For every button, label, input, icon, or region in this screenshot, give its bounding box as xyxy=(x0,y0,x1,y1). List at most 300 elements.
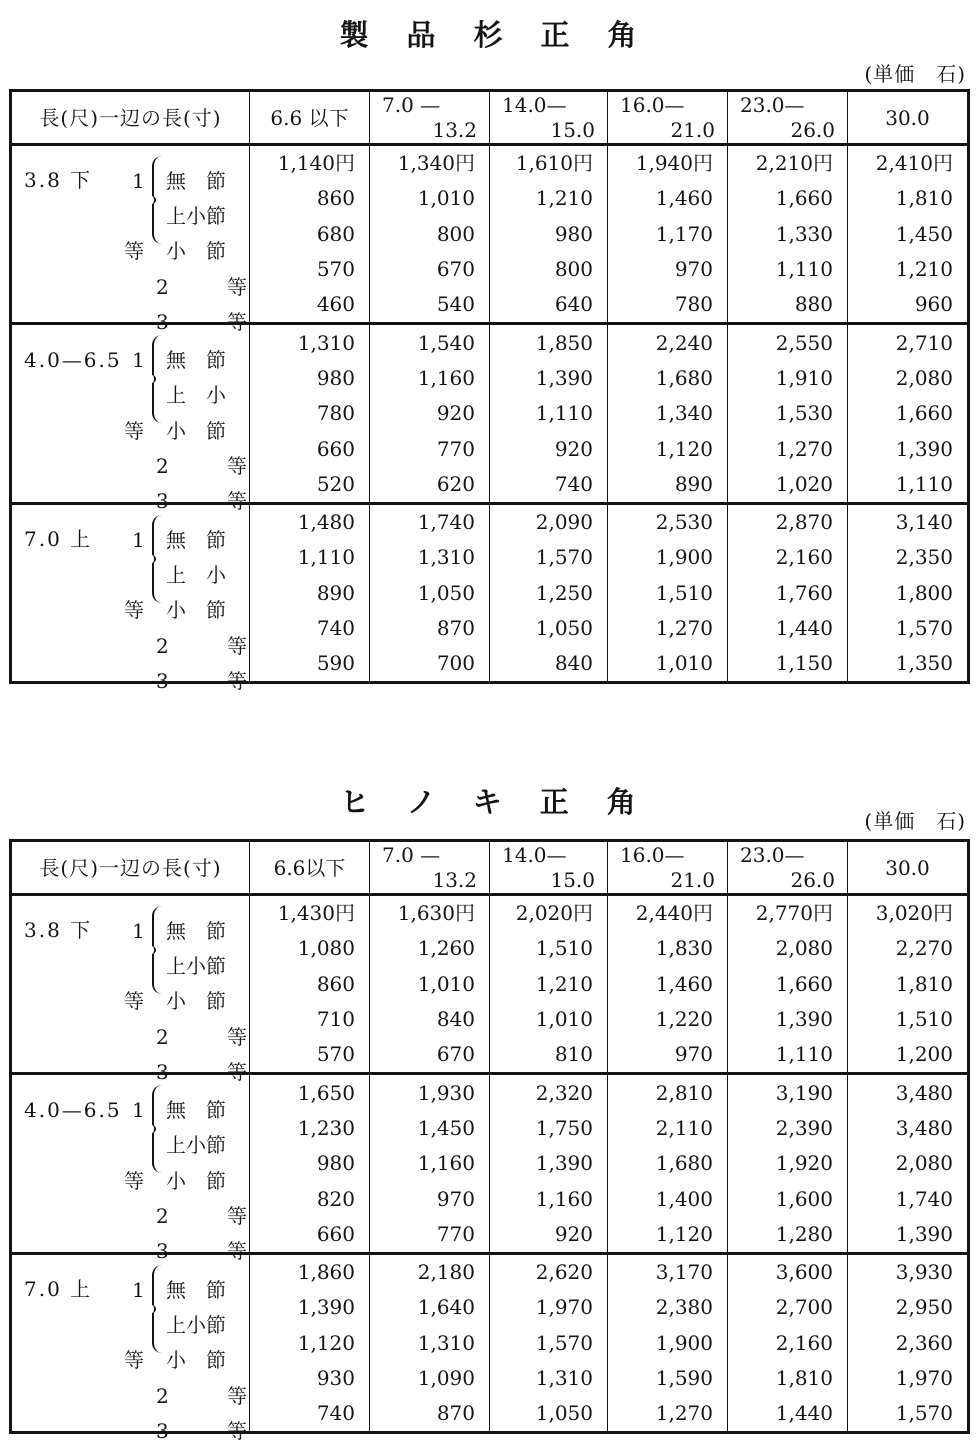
unit-label: (単価 石) xyxy=(864,62,966,86)
grade-number: 1 xyxy=(132,1098,145,1123)
price-cell: 2,620 xyxy=(490,1253,608,1290)
price-cell: 1,340円 xyxy=(370,145,490,182)
grade-suffix: 等 xyxy=(227,668,247,693)
price-cell: 1,640 xyxy=(370,1290,490,1325)
price-cell: 1,050 xyxy=(370,576,490,611)
price-cell: 1,390 xyxy=(250,1290,370,1325)
price-cell: 1,010 xyxy=(608,646,728,683)
grade-word: 無 節 xyxy=(166,168,226,193)
price-cell: 970 xyxy=(370,1181,490,1216)
grade-cell xyxy=(11,287,250,334)
price-cell: 1,650 xyxy=(250,1074,370,1111)
price-cell: 1,540 xyxy=(370,324,490,361)
price-cell: 1,110 xyxy=(490,396,608,431)
grade-suffix: 等 xyxy=(227,489,247,514)
price-cell: 2,870 xyxy=(728,503,848,540)
price-cell: 1,310 xyxy=(370,540,490,575)
price-cell: 1,760 xyxy=(728,576,848,611)
grade-word: 無 節 xyxy=(166,1098,226,1123)
price-cell: 660 xyxy=(250,1217,370,1254)
price-cell: 1,740 xyxy=(370,503,490,540)
grade-suffix: 等 xyxy=(227,309,247,334)
grade-suffix: 等 xyxy=(227,454,247,479)
price-cell: 1,430円 xyxy=(250,895,370,932)
price-cell: 1,120 xyxy=(608,431,728,466)
price-cell: 740 xyxy=(250,1396,370,1433)
price-cell: 980 xyxy=(250,361,370,396)
price-cell: 780 xyxy=(608,287,728,324)
header-range xyxy=(490,91,608,145)
price-cell: 1,660 xyxy=(848,396,969,431)
price-cell: 3,600 xyxy=(728,1253,848,1290)
price-cell: 870 xyxy=(370,611,490,646)
price-cell: 2,080 xyxy=(728,931,848,966)
grade-number: 2 xyxy=(156,454,169,479)
price-cell: 1,160 xyxy=(370,361,490,396)
price-cell: 3,930 xyxy=(848,1253,969,1290)
price-cell: 710 xyxy=(250,1002,370,1037)
price-cell: 700 xyxy=(370,646,490,683)
grade-suffix: 等 xyxy=(227,1418,247,1443)
grade-cell xyxy=(11,1361,250,1408)
price-cell: 2,080 xyxy=(848,1146,969,1181)
price-cell: 1,270 xyxy=(608,611,728,646)
price-cell: 880 xyxy=(728,287,848,324)
table-row xyxy=(11,287,969,324)
grade-suffix: 等 xyxy=(227,1059,247,1084)
price-cell: 1,910 xyxy=(728,361,848,396)
grade-cell xyxy=(11,1326,250,1373)
price-cell: 1,270 xyxy=(608,1396,728,1433)
header-row xyxy=(11,841,969,895)
price-cell: 1,860 xyxy=(250,1253,370,1290)
price-cell: 1,350 xyxy=(848,646,969,683)
grade-word: 上小節 xyxy=(166,1133,226,1158)
table-row xyxy=(11,361,969,396)
grade-word: 小 節 xyxy=(166,1168,226,1193)
range-from: 7.0 — xyxy=(382,843,441,867)
size-label: 4.0—6.5 xyxy=(24,347,122,372)
grade-number: 1 xyxy=(132,348,145,373)
size-label: 7.0 上 xyxy=(24,527,93,552)
price-cell: 1,570 xyxy=(490,1326,608,1361)
price-cell: 1,220 xyxy=(608,1002,728,1037)
range-to: 26.0 xyxy=(790,868,835,892)
header-col-6-6: 6.6 以下 xyxy=(250,91,370,145)
header-row xyxy=(11,91,969,145)
price-cell: 1,080 xyxy=(250,931,370,966)
grade-suffix: 等 xyxy=(124,598,144,623)
grade-number: 3 xyxy=(156,668,169,693)
header-range xyxy=(608,841,728,895)
price-cell: 1,480 xyxy=(250,503,370,540)
price-cell: 2,020円 xyxy=(490,895,608,932)
price-cell: 1,310 xyxy=(370,1326,490,1361)
price-cell: 810 xyxy=(490,1037,608,1074)
price-cell: 1,390 xyxy=(848,431,969,466)
range-to: 21.0 xyxy=(670,118,715,142)
price-cell: 3,190 xyxy=(728,1074,848,1111)
table-row xyxy=(11,1181,969,1216)
grade-cell xyxy=(11,431,250,479)
table-row xyxy=(11,1217,969,1254)
price-cell: 2,770円 xyxy=(728,895,848,932)
price-cell: 740 xyxy=(250,611,370,646)
price-cell: 890 xyxy=(608,467,728,504)
price-cell: 1,090 xyxy=(370,1361,490,1396)
price-cell: 930 xyxy=(250,1361,370,1396)
grade-number: 2 xyxy=(156,1204,169,1229)
price-cell: 2,160 xyxy=(728,1326,848,1361)
price-cell: 3,140 xyxy=(848,503,969,540)
price-cell: 1,390 xyxy=(728,1002,848,1037)
price-cell: 780 xyxy=(250,396,370,431)
grade-suffix: 等 xyxy=(124,989,144,1014)
price-cell: 1,800 xyxy=(848,576,969,611)
price-cell: 1,750 xyxy=(490,1111,608,1146)
header-col-6-6: 6.6以下 xyxy=(250,841,370,895)
price-cell: 920 xyxy=(370,396,490,431)
price-cell: 1,630円 xyxy=(370,895,490,932)
price-cell: 3,170 xyxy=(608,1253,728,1290)
price-cell: 1,440 xyxy=(728,1396,848,1433)
table-row xyxy=(11,1396,969,1433)
grade-number: 2 xyxy=(156,274,169,299)
price-cell: 1,570 xyxy=(848,1396,969,1433)
grade-cell xyxy=(11,1217,250,1264)
price-cell: 1,680 xyxy=(608,1146,728,1181)
price-cell: 670 xyxy=(370,1037,490,1074)
price-cell: 740 xyxy=(490,467,608,504)
price-cell: 2,270 xyxy=(848,931,969,966)
size-label: 4.0—6.5 xyxy=(24,1097,122,1122)
price-cell: 1,740 xyxy=(848,1181,969,1216)
grade-suffix: 等 xyxy=(227,1239,247,1264)
price-cell: 1,050 xyxy=(490,611,608,646)
table-row xyxy=(11,431,969,466)
range-to: 26.0 xyxy=(790,118,835,142)
table-row xyxy=(11,503,969,540)
grade-word: 無 節 xyxy=(166,527,226,552)
price-cell: 770 xyxy=(370,1217,490,1254)
price-cell: 1,400 xyxy=(608,1181,728,1216)
price-cell: 1,340 xyxy=(608,396,728,431)
table-row xyxy=(11,145,969,182)
header-col-30: 30.0 xyxy=(848,91,969,145)
price-cell: 570 xyxy=(250,252,370,287)
price-cell: 1,510 xyxy=(608,576,728,611)
price-cell: 2,240 xyxy=(608,324,728,361)
table-row xyxy=(11,931,969,966)
grade-number: 2 xyxy=(156,633,169,658)
price-cell: 1,900 xyxy=(608,1326,728,1361)
table-row xyxy=(11,1074,969,1111)
table-row xyxy=(11,576,969,611)
price-cell: 1,110 xyxy=(728,1037,848,1074)
price-cell: 1,160 xyxy=(490,1181,608,1216)
grade-cell xyxy=(11,1146,250,1193)
range-from: 16.0— xyxy=(620,843,685,867)
price-cell: 1,450 xyxy=(370,1111,490,1146)
price-cell: 840 xyxy=(370,1002,490,1037)
table-row xyxy=(11,217,969,252)
price-cell: 2,080 xyxy=(848,361,969,396)
grade-word: 上 小 xyxy=(166,562,226,587)
price-cell: 1,810 xyxy=(848,181,969,216)
grade-number: 3 xyxy=(156,1418,169,1443)
table-row xyxy=(11,1361,969,1396)
price-cell: 1,210 xyxy=(848,252,969,287)
price-cell: 1,010 xyxy=(370,967,490,1002)
grade-cell xyxy=(11,467,250,514)
table-row xyxy=(11,396,969,431)
price-cell: 1,050 xyxy=(490,1396,608,1433)
table-row xyxy=(11,1002,969,1037)
header-label: 長(尺)一辺の長(寸) xyxy=(11,841,250,895)
price-cell: 1,010 xyxy=(490,1002,608,1037)
price-cell: 1,010 xyxy=(370,181,490,216)
price-cell: 570 xyxy=(250,1037,370,1074)
price-cell: 1,830 xyxy=(608,931,728,966)
price-cell: 680 xyxy=(250,217,370,252)
price-cell: 3,020円 xyxy=(848,895,969,932)
price-cell: 1,280 xyxy=(728,1217,848,1254)
table-row xyxy=(11,540,969,575)
price-cell: 2,700 xyxy=(728,1290,848,1325)
grade-cell xyxy=(11,1037,250,1084)
grade-suffix: 等 xyxy=(124,1168,144,1193)
grade-word: 上小節 xyxy=(166,203,226,228)
table-row xyxy=(11,1037,969,1074)
price-cell: 1,920 xyxy=(728,1146,848,1181)
grade-suffix: 等 xyxy=(227,1204,247,1229)
price-cell: 960 xyxy=(848,287,969,324)
price-cell: 1,210 xyxy=(490,967,608,1002)
range-to: 15.0 xyxy=(550,118,595,142)
price-cell: 2,180 xyxy=(370,1253,490,1290)
grade-number: 1 xyxy=(132,1277,145,1302)
price-cell: 1,390 xyxy=(490,361,608,396)
price-cell: 1,970 xyxy=(490,1290,608,1325)
price-cell: 1,940円 xyxy=(608,145,728,182)
range-from: 16.0— xyxy=(620,93,685,117)
table-row xyxy=(11,252,969,287)
grade-word: 上 小 xyxy=(166,383,226,408)
price-cell: 1,150 xyxy=(728,646,848,683)
header-range xyxy=(608,91,728,145)
price-cell: 1,110 xyxy=(848,467,969,504)
grade-cell xyxy=(11,1181,250,1229)
price-table xyxy=(9,839,970,1443)
price-cell: 1,930 xyxy=(370,1074,490,1111)
price-cell: 2,160 xyxy=(728,540,848,575)
price-cell: 1,120 xyxy=(250,1326,370,1361)
range-from: 14.0— xyxy=(502,93,567,117)
grade-suffix: 等 xyxy=(124,418,144,443)
grade-number: 3 xyxy=(156,1239,169,1264)
price-cell: 1,210 xyxy=(490,181,608,216)
grade-number: 1 xyxy=(132,168,145,193)
price-cell: 1,610円 xyxy=(490,145,608,182)
price-cell: 970 xyxy=(608,252,728,287)
price-cell: 1,390 xyxy=(490,1146,608,1181)
header-range xyxy=(370,841,490,895)
range-from: 23.0— xyxy=(740,93,805,117)
grade-cell xyxy=(11,646,250,693)
grade-number: 2 xyxy=(156,1024,169,1049)
grade-cell xyxy=(11,1396,250,1443)
grade-suffix: 等 xyxy=(227,1383,247,1408)
price-cell: 1,510 xyxy=(490,931,608,966)
price-cell: 860 xyxy=(250,181,370,216)
grade-number: 2 xyxy=(156,1383,169,1408)
grade-number: 1 xyxy=(132,527,145,552)
price-cell: 1,460 xyxy=(608,181,728,216)
price-cell: 1,810 xyxy=(848,967,969,1002)
price-cell: 1,460 xyxy=(608,967,728,1002)
price-cell: 870 xyxy=(370,1396,490,1433)
range-from: 14.0— xyxy=(502,843,567,867)
price-cell: 3,480 xyxy=(848,1111,969,1146)
price-cell: 1,570 xyxy=(490,540,608,575)
price-cell: 1,590 xyxy=(608,1361,728,1396)
price-cell: 2,810 xyxy=(608,1074,728,1111)
price-cell: 2,440円 xyxy=(608,895,728,932)
price-cell: 2,090 xyxy=(490,503,608,540)
price-cell: 980 xyxy=(490,217,608,252)
range-to: 13.2 xyxy=(432,118,477,142)
table-title: 製品杉正角 xyxy=(339,18,675,52)
price-cell: 1,450 xyxy=(848,217,969,252)
price-cell: 2,350 xyxy=(848,540,969,575)
price-cell: 1,250 xyxy=(490,576,608,611)
price-cell: 540 xyxy=(370,287,490,324)
grade-cell xyxy=(11,1002,250,1049)
price-cell: 1,330 xyxy=(728,217,848,252)
price-cell: 620 xyxy=(370,467,490,504)
grade-number: 3 xyxy=(156,1059,169,1084)
table-row xyxy=(11,895,969,932)
price-cell: 590 xyxy=(250,646,370,683)
price-cell: 2,410円 xyxy=(848,145,969,182)
grade-word: 無 節 xyxy=(166,348,226,373)
price-cell: 770 xyxy=(370,431,490,466)
grade-cell xyxy=(11,217,250,264)
grade-word: 小 節 xyxy=(166,239,226,264)
grade-number: 3 xyxy=(156,309,169,334)
table-row xyxy=(11,1111,969,1146)
price-cell: 1,140円 xyxy=(250,145,370,182)
price-cell: 1,270 xyxy=(728,431,848,466)
price-cell: 980 xyxy=(250,1146,370,1181)
price-cell: 1,230 xyxy=(250,1111,370,1146)
price-cell: 1,850 xyxy=(490,324,608,361)
price-cell: 1,970 xyxy=(848,1361,969,1396)
grade-word: 小 節 xyxy=(166,598,226,623)
price-cell: 1,900 xyxy=(608,540,728,575)
table-row xyxy=(11,467,969,504)
price-cell: 800 xyxy=(370,217,490,252)
table-row xyxy=(11,611,969,646)
grade-suffix: 等 xyxy=(227,1024,247,1049)
table-row xyxy=(11,324,969,361)
price-cell: 820 xyxy=(250,1181,370,1216)
price-cell: 2,390 xyxy=(728,1111,848,1146)
price-cell: 890 xyxy=(250,576,370,611)
header-range xyxy=(728,841,848,895)
price-cell: 2,550 xyxy=(728,324,848,361)
price-cell: 2,360 xyxy=(848,1326,969,1361)
grade-suffix: 等 xyxy=(124,239,144,264)
price-cell: 660 xyxy=(250,431,370,466)
price-cell: 2,530 xyxy=(608,503,728,540)
price-cell: 2,110 xyxy=(608,1111,728,1146)
price-cell: 1,570 xyxy=(848,611,969,646)
price-cell: 640 xyxy=(490,287,608,324)
price-cell: 1,110 xyxy=(250,540,370,575)
grade-word: 小 節 xyxy=(166,418,226,443)
price-cell: 3,480 xyxy=(848,1074,969,1111)
price-cell: 460 xyxy=(250,287,370,324)
price-cell: 1,390 xyxy=(848,1217,969,1254)
grade-cell xyxy=(11,576,250,623)
price-cell: 670 xyxy=(370,252,490,287)
grade-word: 小 節 xyxy=(166,1348,226,1373)
price-cell: 1,160 xyxy=(370,1146,490,1181)
range-to: 21.0 xyxy=(670,868,715,892)
size-label: 7.0 上 xyxy=(24,1277,93,1302)
grade-word: 無 節 xyxy=(166,1277,226,1302)
range-from: 7.0 — xyxy=(382,93,441,117)
grade-word: 小 節 xyxy=(166,989,226,1014)
grade-suffix: 等 xyxy=(227,633,247,658)
price-cell: 2,380 xyxy=(608,1290,728,1325)
price-cell: 2,210円 xyxy=(728,145,848,182)
price-cell: 1,660 xyxy=(728,181,848,216)
grade-word: 無 節 xyxy=(166,918,226,943)
range-to: 13.2 xyxy=(432,868,477,892)
grade-word: 上小節 xyxy=(166,953,226,978)
table-row xyxy=(11,1326,969,1361)
table-row xyxy=(11,181,969,216)
table-row xyxy=(11,967,969,1002)
grade-number: 1 xyxy=(132,918,145,943)
unit-label: (単価 石) xyxy=(864,809,966,833)
price-cell: 1,260 xyxy=(370,931,490,966)
price-cell: 1,440 xyxy=(728,611,848,646)
table-row xyxy=(11,1146,969,1181)
price-cell: 1,020 xyxy=(728,467,848,504)
price-table xyxy=(9,89,970,693)
grade-number: 3 xyxy=(156,489,169,514)
table-title: ヒノキ正角 xyxy=(340,785,674,819)
price-cell: 1,510 xyxy=(848,1002,969,1037)
header-label: 長(尺)一辺の長(寸) xyxy=(11,91,250,145)
table-row xyxy=(11,1253,969,1290)
price-cell: 520 xyxy=(250,467,370,504)
price-cell: 1,660 xyxy=(728,967,848,1002)
price-cell: 1,110 xyxy=(728,252,848,287)
price-cell: 800 xyxy=(490,252,608,287)
price-cell: 920 xyxy=(490,431,608,466)
price-cell: 1,310 xyxy=(250,324,370,361)
price-cell: 2,710 xyxy=(848,324,969,361)
price-cell: 1,680 xyxy=(608,361,728,396)
grade-cell xyxy=(11,611,250,658)
price-cell: 1,600 xyxy=(728,1181,848,1216)
price-cell: 1,810 xyxy=(728,1361,848,1396)
grade-cell xyxy=(11,396,250,443)
